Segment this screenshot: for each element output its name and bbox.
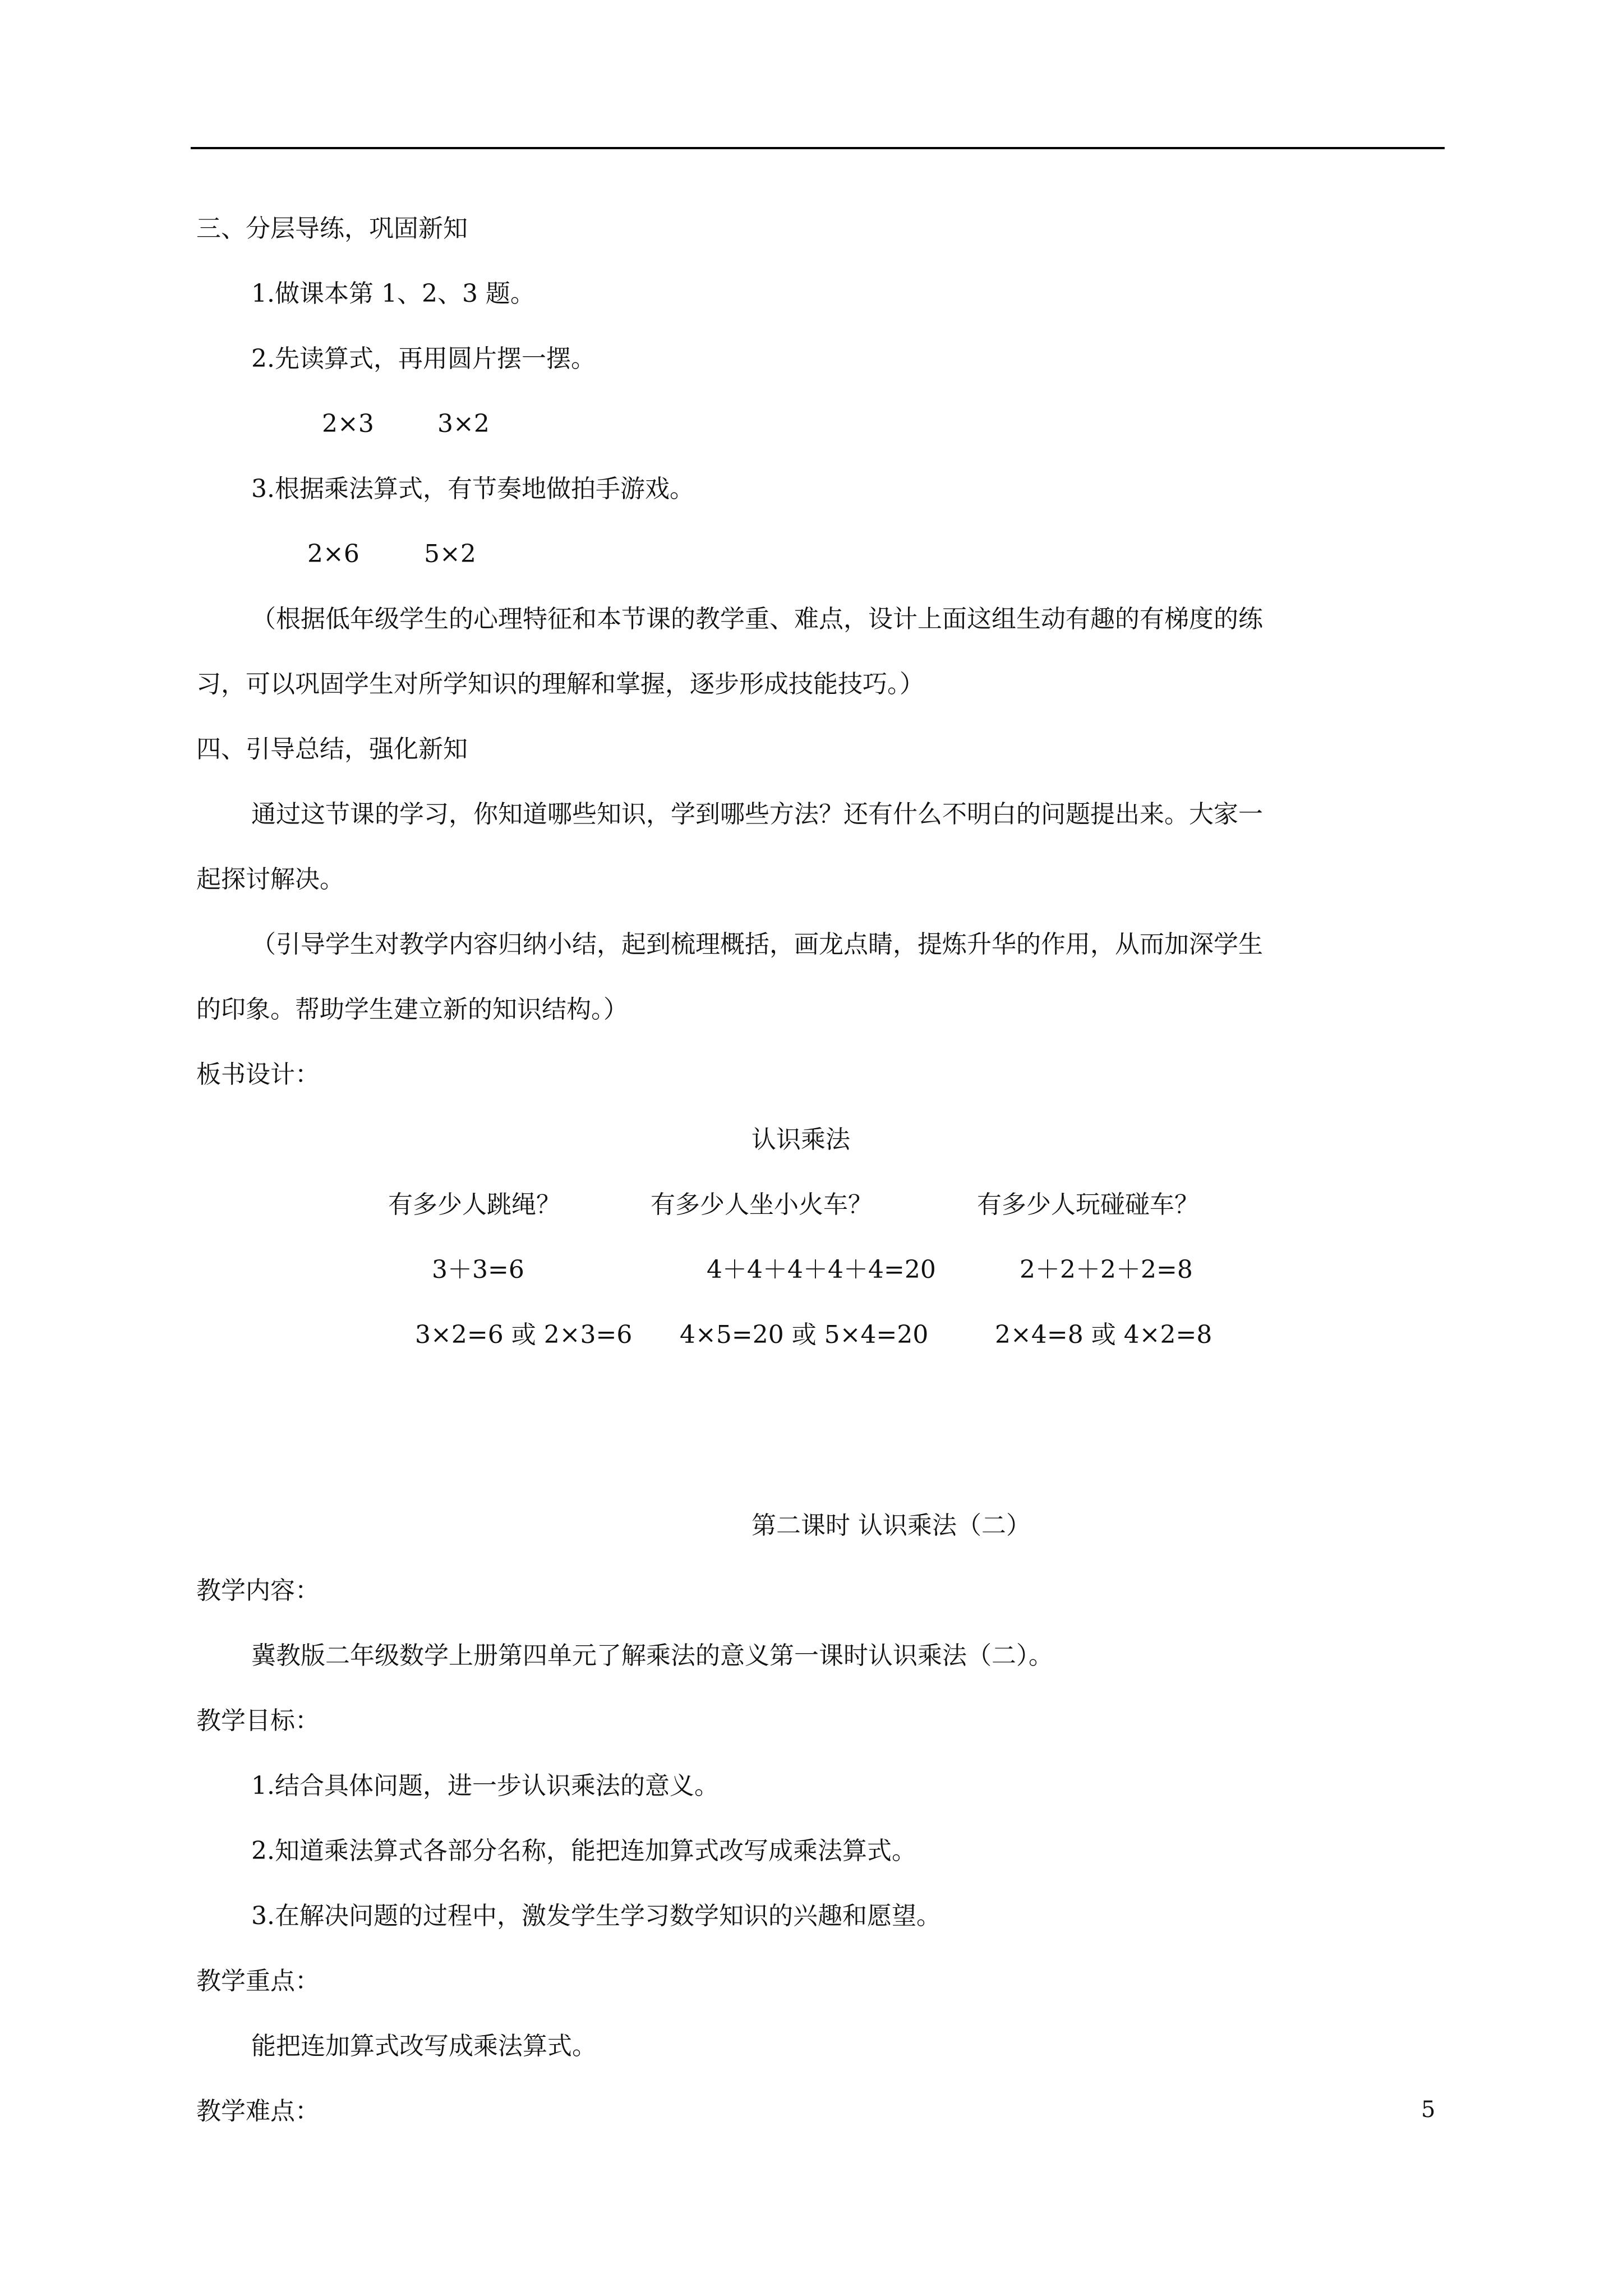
section4-para-line1: 通过这节课的学习，你知道哪些知识，学到哪些方法？还有什么不明白的问题提出来。大家一 (251, 800, 1263, 829)
section3-item3-expr-a: 2×6 (307, 540, 359, 568)
lesson2-goal3: 3.在解决问题的过程中，激发学生学习数学知识的兴趣和愿望。 (251, 1902, 941, 1930)
board-col3-question: 有多少人玩碰碰车？ (977, 1190, 1199, 1219)
lesson2-goal1: 1.结合具体问题，进一步认识乘法的意义。 (251, 1772, 719, 1800)
lesson2-goals-label: 教学目标： (196, 1706, 320, 1735)
section3-note-line2: 习，可以巩固学生对所学知识的理解和掌握，逐步形成技能技巧。） (196, 670, 924, 698)
lesson2-goal2: 2.知道乘法算式各部分名称，能把连加算式改写成乘法算式。 (251, 1837, 916, 1865)
lesson2-key-label: 教学重点： (196, 1967, 320, 1995)
section4-para-line2: 起探讨解决。 (196, 865, 344, 894)
section3-item3: 3.根据乘法算式，有节奏地做拍手游戏。 (251, 475, 694, 503)
section4-note-line2: 的印象。帮助学生建立新的知识结构。） (196, 995, 628, 1024)
board-col1-addition: 3＋3=6 (432, 1255, 524, 1284)
section3-item2-expr-a: 2×3 (322, 409, 374, 438)
header-rule (191, 147, 1445, 149)
section4-heading: 四、引导总结，强化新知 (196, 735, 468, 763)
board-col1-question: 有多少人跳绳？ (388, 1190, 561, 1219)
section3-item3-expr-b: 5×2 (424, 540, 476, 568)
page-number: 5 (1421, 2097, 1436, 2123)
section3-item2: 2.先读算式，再用圆片摆一摆。 (251, 344, 596, 373)
section3-item1: 1.做课本第 1、2、3 题。 (251, 279, 535, 308)
section3-item2-expr-b: 3×2 (437, 409, 490, 438)
board-label: 板书设计： (196, 1060, 320, 1089)
section3-heading: 三、分层导练，巩固新知 (196, 214, 468, 243)
board-col2-multiplication: 4×5=20 或 5×4=20 (680, 1320, 929, 1349)
section3-note-line1: （根据低年级学生的心理特征和本节课的教学重、难点，设计上面这组生动有趣的有梯度的练 (251, 605, 1263, 633)
lesson2-title: 第二课时 认识乘法（二） (751, 1511, 1031, 1540)
board-col1-multiplication: 3×2=6 或 2×3=6 (415, 1320, 633, 1349)
lesson2-content-label: 教学内容： (196, 1576, 320, 1605)
lesson2-difficulty-label: 教学难点： (196, 2097, 320, 2125)
lesson2-content-text: 冀教版二年级数学上册第四单元了解乘法的意义第一课时认识乘法（二）。 (251, 1641, 1053, 1670)
board-col3-multiplication: 2×4=8 或 4×2=8 (995, 1320, 1212, 1349)
lesson2-key-text: 能把连加算式改写成乘法算式。 (251, 2032, 597, 2060)
board-col3-addition: 2＋2＋2＋2=8 (1020, 1255, 1193, 1284)
board-title: 认识乘法 (751, 1125, 850, 1154)
board-col2-question: 有多少人坐小火车？ (651, 1190, 873, 1219)
board-col2-addition: 4＋4＋4＋4＋4=20 (707, 1255, 936, 1284)
section4-note-line1: （引导学生对教学内容归纳小结，起到梳理概括，画龙点睛，提炼升华的作用，从而加深学生 (251, 930, 1263, 959)
